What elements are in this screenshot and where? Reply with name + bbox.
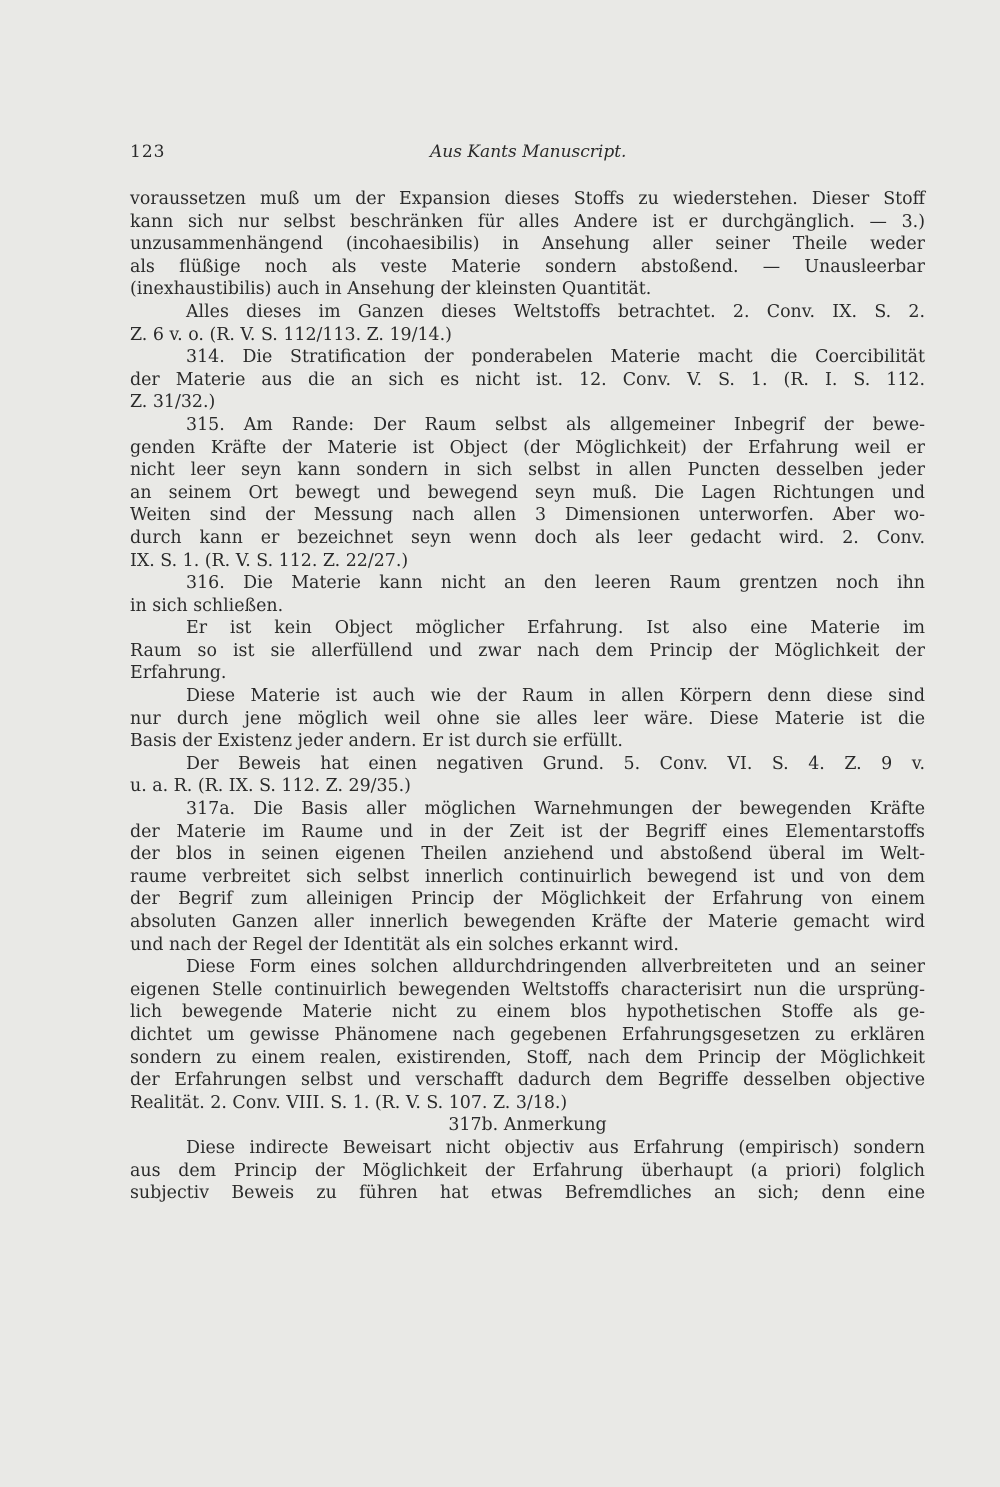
text-line: Weiten sind der Messung nach allen 3 Dimensionen unterworfen. Aber wo- bbox=[130, 505, 925, 526]
text-line: Realität. 2. Conv. VIII. S. 1. (R. V. S. 107. Z. 3/18.) bbox=[130, 1092, 568, 1113]
running-title: Aus Kants Manuscript. bbox=[430, 142, 627, 162]
text-line: raume verbreitet sich selbst innerlich continuirlich bewegend ist und von dem bbox=[130, 866, 925, 887]
body-text bbox=[130, 188, 925, 1205]
text-line: der Begrif zum alleinigen Princip der Möglichkeit der Erfahrung von einem bbox=[130, 889, 925, 910]
text-line: subjectiv Beweis zu führen hat etwas Befremdliches an sich; denn eine bbox=[130, 1183, 925, 1204]
text-line: Der Beweis hat einen negativen Grund. 5. Conv. VI. S. 4. Z. 9 v. bbox=[186, 753, 925, 774]
page-header bbox=[130, 142, 920, 172]
text-line: der blos in seinen eigenen Theilen anziehend und abstoßend überal im Welt- bbox=[130, 844, 925, 865]
text-line: durch kann er bezeichnet seyn wenn doch als leer gedacht wird. 2. Conv. bbox=[130, 527, 925, 548]
text-line: (inexhaustibilis) auch in Ansehung der kleinsten Quantität. bbox=[130, 279, 652, 300]
text-line: absoluten Ganzen aller innerlich bewegenden Kräfte der Materie gemacht wird bbox=[130, 912, 925, 932]
text-line: an seinem Ort bewegt und bewegend seyn muß. Die Lagen Richtungen und bbox=[130, 482, 925, 503]
text-line: unzusammenhängend (incohaesibilis) in Ansehung aller seiner Theile weder bbox=[130, 234, 925, 255]
text-line: Z. 31/32.) bbox=[130, 392, 216, 413]
text-line: eigenen Stelle continuirlich bewegenden Weltstoffs characterisirt nun die ursprüng- bbox=[130, 979, 925, 1000]
text-line: nicht leer seyn kann sondern in sich selbst in allen Puncten desselben jeder bbox=[130, 460, 925, 481]
text-line: voraussetzen muß um der Expansion dieses Stoffs zu wiederstehen. Dieser Stoff bbox=[130, 189, 925, 209]
text-line: nur durch jene möglich weil ohne sie alles leer wäre. Diese Materie ist die bbox=[130, 708, 925, 729]
text-line: sondern zu einem realen, existirenden, Stoff, nach dem Princip der Möglichkeit bbox=[130, 1047, 925, 1068]
text-line: Diese indirecte Beweisart nicht objectiv aus Erfahrung (empirisch) sondern bbox=[186, 1137, 925, 1158]
text-line: IX. S. 1. (R. V. S. 112. Z. 22/27.) bbox=[130, 550, 409, 571]
text-line: Z. 6 v. o. (R. V. S. 112/113. Z. 19/14.) bbox=[130, 324, 452, 345]
text-line: in sich schließen. bbox=[130, 595, 284, 616]
text-line: genden Kräfte der Materie ist Object (der Möglichkeit) der Erfahrung weil er bbox=[130, 437, 925, 458]
text-line: Basis der Existenz jeder andern. Er ist durch sie erfüllt. bbox=[130, 731, 623, 752]
text-line: Er ist kein Object möglicher Erfahrung. Ist also eine Materie im bbox=[186, 618, 925, 639]
text-line: und nach der Regel der Identität als ein solches erkannt wird. bbox=[130, 934, 679, 955]
text-line: 316. Die Materie kann nicht an den leeren Raum grentzen noch ihn bbox=[186, 573, 925, 594]
text-line: Alles dieses im Ganzen dieses Weltstoffs betrachtet. 2. Conv. IX. S. 2. bbox=[186, 301, 925, 322]
text-line: Diese Form eines solchen alldurchdringenden allverbreiteten und an seiner bbox=[186, 957, 925, 978]
text-line: 317b. Anmerkung bbox=[448, 1115, 607, 1136]
text-line: Diese Materie ist auch wie der Raum in allen Körpern denn diese sind bbox=[186, 686, 925, 707]
text-line: aus dem Princip der Möglichkeit der Erfahrung überhaupt (a priori) folglich bbox=[130, 1160, 925, 1181]
text-line: Raum so ist sie allerfüllend und zwar nach dem Princip der Möglichkeit der bbox=[130, 640, 925, 661]
text-line: der Materie aus die an sich es nicht ist. 12. Conv. V. S. 1. (R. I. S. 112. bbox=[130, 369, 925, 390]
text-line: lich bewegende Materie nicht zu einem blos hypothetischen Stoffe als ge- bbox=[130, 1002, 925, 1023]
text-line: 317a. Die Basis aller möglichen Warnehmungen der bewegenden Kräfte bbox=[186, 799, 925, 820]
text-line: kann sich nur selbst beschränken für alles Andere ist er durchgänglich. — 3.) bbox=[130, 211, 925, 232]
page-number: 123 bbox=[130, 142, 166, 162]
text-line: 315. Am Rande: Der Raum selbst als allgemeiner Inbegrif der bewe- bbox=[186, 414, 925, 435]
text-line: dichtet um gewisse Phänomene nach gegebenen Erfahrungsgesetzen zu erklären bbox=[130, 1024, 925, 1045]
text-line: der Erfahrungen selbst und verschafft dadurch dem Begriffe desselben objective bbox=[130, 1070, 925, 1091]
text-line: Erfahrung. bbox=[130, 663, 227, 684]
text-line: der Materie im Raume und in der Zeit ist der Begriff eines Elementarstoffs bbox=[130, 821, 925, 842]
text-line: 314. Die Stratification der ponderabelen Materie macht die Coercibilität bbox=[186, 347, 925, 368]
text-line: u. a. R. (R. IX. S. 112. Z. 29/35.) bbox=[130, 776, 411, 797]
text-line: als flüßige noch als veste Materie sondern abstoßend. — Unausleerbar bbox=[130, 256, 925, 277]
